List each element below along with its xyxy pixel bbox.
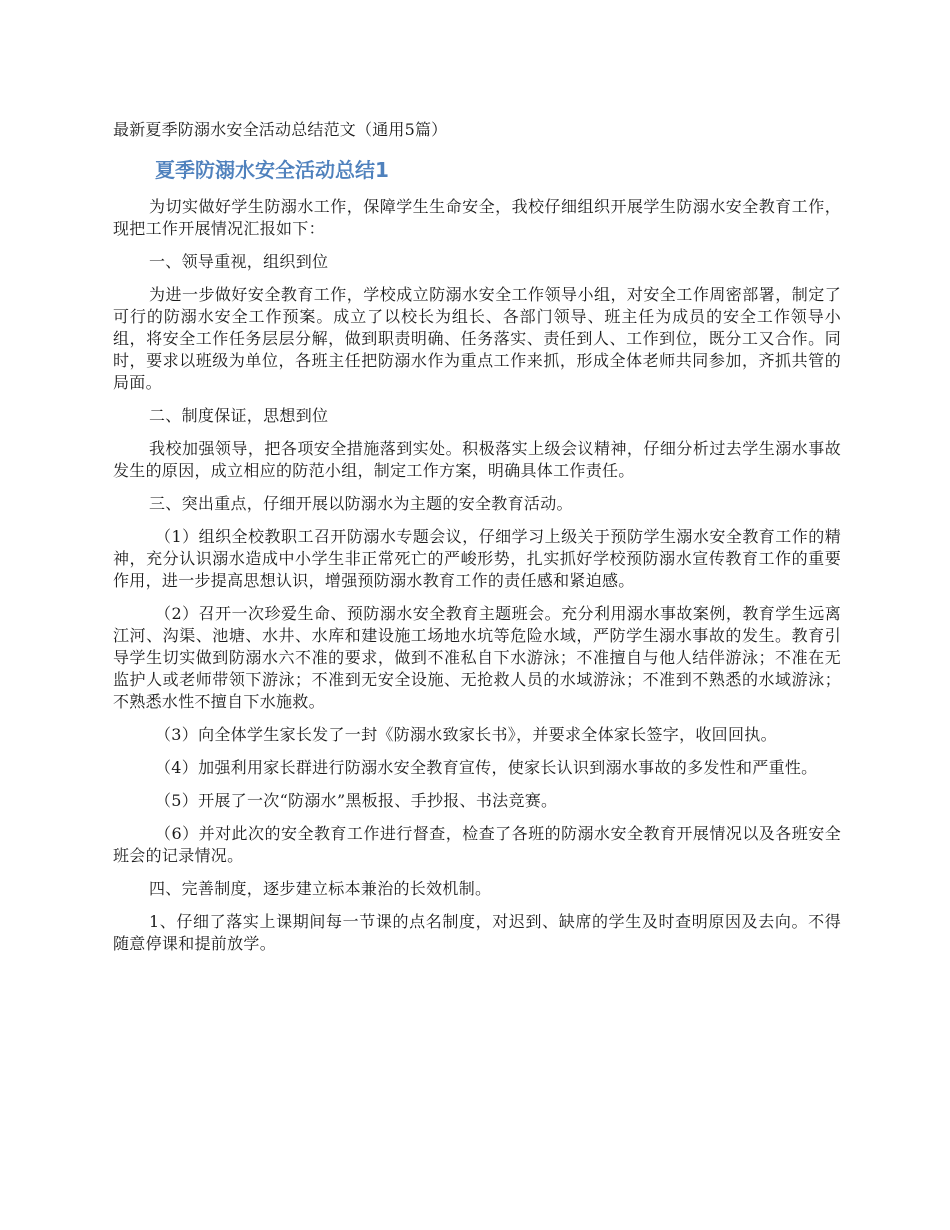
list-item-3: （3）向全体学生家长发了一封《防溺水致家长书》，并要求全体家长签字，收回回执。 xyxy=(155,725,777,744)
paragraph-system: 我校加强领导，把各项安全措施落到实处。积极落实上级会议精神，仔细分析过去学生溺水事故发生的原因，成立相应的防范小组，制定工作方案，明确具体工作责任。 xyxy=(113,439,841,480)
subheading-focus: 三、突出重点，仔细开展以防溺水为主题的安全教育活动。 xyxy=(149,494,573,513)
paragraph-leadership: 为进一步做好安全教育工作，学校成立防溺水安全工作领导小组，对安全工作周密部署，制定了可行的防溺水安全工作预案。成立了以校长为组长、各部门领导、班主任为成员的安全工作领导小组，将安全工作任务层层分解，做到职责明确、任务落实、责任到人、工作到位，既分工又合作。同时，要求以班级为单位，各班主任把防溺水作为重点工作来抓，形成全体老师共同参加，齐抓共管的局面。 xyxy=(113,285,841,392)
subheading-mechanism: 四、完善制度，逐步建立标本兼治的长效机制。 xyxy=(149,879,492,898)
document-page xyxy=(113,118,841,966)
list-item-5: （5）开展了一次“防溺水”黑板报、手抄报、书法竞赛。 xyxy=(155,791,558,810)
list-item-2: （2）召开一次珍爱生命、预防溺水安全教育主题班会。充分利用溺水事故案例，教育学生远离江河、沟渠、池塘、水井、水库和建设施工场地水坑等危险水域，严防学生溺水事故的发生。教育引导学生切实做到防溺水六不准的要求，做到不准私自下水游泳；不准擅自与他人结伴游泳；不准在无监护人或老师带领下游泳；不准到无安全设施、无抢救人员的水域游泳；不准到不熟悉的水域游泳；不熟悉水性不擅自下水施救。 xyxy=(113,604,841,711)
paragraph-mechanism-1: 1、仔细了落实上课期间每一节课的点名制度，对迟到、缺席的学生及时查明原因及去向。不得随意停课和提前放学。 xyxy=(113,912,841,953)
section-heading: 夏季防溺水安全活动总结1 xyxy=(155,158,389,182)
list-item-1: （1）组织全校教职工召开防溺水专题会议，仔细学习上级关于预防学生溺水安全教育工作的精神，充分认识溺水造成中小学生非正常死亡的严峻形势，扎实抓好学校预防溺水宣传教育工作的重要作用，进一步提高思想认识，增强预防溺水教育工作的责任感和紧迫感。 xyxy=(113,527,841,590)
intro-paragraph: 为切实做好学生防溺水工作，保障学生生命安全，我校仔细组织开展学生防溺水安全教育工作，现把工作开展情况汇报如下： xyxy=(113,197,841,238)
document-title: 最新夏季防溺水安全活动总结范文（通用5篇） xyxy=(113,120,448,139)
subheading-system: 二、制度保证，思想到位 xyxy=(149,406,329,425)
subheading-leadership: 一、领导重视，组织到位 xyxy=(149,252,329,271)
list-item-4: （4）加强利用家长群进行防溺水安全教育宣传，使家长认识到溺水事故的多发性和严重性。 xyxy=(155,758,818,777)
list-item-6: （6）并对此次的安全教育工作进行督查，检查了各班的防溺水安全教育开展情况以及各班安全班会的记录情况。 xyxy=(113,824,841,865)
